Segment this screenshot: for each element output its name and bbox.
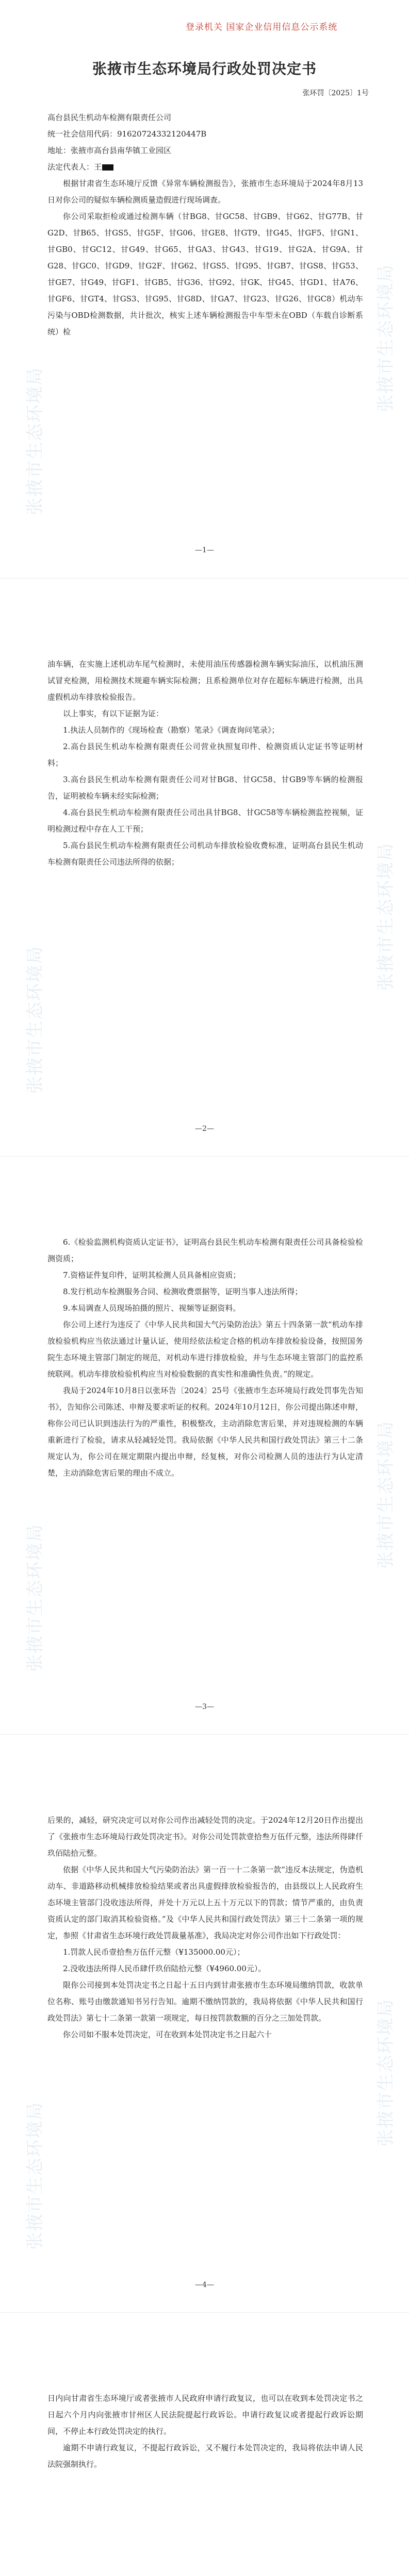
document-number: 张环罚〔2025〕1号 xyxy=(302,89,369,97)
page-number: —2— xyxy=(195,1125,214,1133)
paragraph: 逾期不申请行政复议，不提起行政诉讼，又不履行本处罚决定的，我局将依法申请人民法院强制执行。 xyxy=(47,2443,363,2469)
paragraph: 你公司如不服本处罚决定，可在收到本处罚决定书之日起六十 xyxy=(63,2030,272,2039)
paragraph: 依据《中华人民共和国大气污染防治法》第一百一十二条第一款“违反本法规定，伪造机动车、非道路移动机械排放检验结果或者出具虚假排放检验报告的，由县级以上人民政府生态环境主管部门没收违法所得，并处十万元以上五十万元以下的罚款；情节严重的，由负责资质认定的部门取消其检验资格。”及《中华人民共和国行政处罚法》第三十二条第一项的规定，参照《甘肃省生态环境行政处罚裁量基准》，我局决定对你公司作出如下行政处罚： xyxy=(47,1865,363,1940)
body-page-4 xyxy=(47,1812,363,2043)
penalty-item: 1.罚款人民币壹拾叁万伍仟元整（¥135000.00元）； xyxy=(63,1947,245,1957)
body-page-3 xyxy=(47,1234,363,1481)
page-number: —3— xyxy=(195,1703,214,1711)
credit-code: 统一社会信用代码：91620724332120447B xyxy=(47,129,207,139)
redaction-mark xyxy=(102,164,113,171)
evidence-item: 6.《检验监测机构资质认定证书》，证明高台县民生机动车检测有限责任公司具备检验检测资质； xyxy=(47,1238,363,1263)
party-address: 地址：张掖市高台县南华镇工业园区 xyxy=(47,146,172,155)
page-5 xyxy=(0,2312,409,2576)
page-number: —1— xyxy=(195,546,214,554)
page-3 xyxy=(0,1156,409,1735)
watermark: 张掖市生态环境局 xyxy=(375,842,396,991)
body-page-5 xyxy=(47,2390,363,2472)
paragraph: 限你公司接到本处罚决定书之日起十五日内到甘肃张掖市生态环境局缴纳罚款，收款单位名称、账号由缴款通知书另行告知。逾期不缴纳罚款的，我局将依据《中华人民共和国行政处罚法》第七十二条第一款第一项规定，每日按罚款数额的百分之三加处罚款。 xyxy=(47,1980,363,2023)
watermark: 张掖市生态环境局 xyxy=(375,1998,396,2147)
watermark: 张掖市生态环境局 xyxy=(25,367,45,515)
party-name: 高台县民生机动车检测有限责任公司 xyxy=(47,113,172,122)
evidence-item: 7.资格证件复印件，证明其检测人员具备相应资质； xyxy=(63,1270,241,1280)
evidence-item: 2.高台县民生机动车检测有限责任公司营业执照复印件、检测资质认定证书等证明材料； xyxy=(47,742,363,768)
watermark: 张掖市生态环境局 xyxy=(25,1523,45,1672)
paragraph: 根据甘肃省生态环境厅反馈《异常车辆检测报告》，张掖市生态环境局于2024年8月13日对你公司的疑似车辆检测质量造假进行现场调查。 xyxy=(47,179,363,205)
body-page-2 xyxy=(47,656,363,870)
page-2 xyxy=(0,578,409,1157)
evidence-item: 3.高台县民生机动车检测有限责任公司对甘BG8、甘GC58、甘GB9等车辆的检测报告，证明被检车辆未经实际检测； xyxy=(47,775,363,801)
legal-representative: 法定代表人：王 xyxy=(47,159,363,175)
evidence-item: 8.发行机动车检测服务合同、检测收费票据等，证明当事人违法所得； xyxy=(63,1287,303,1296)
paragraph: 日内向甘肃省生态环境厅或者张掖市人民政府申请行政复议，也可以在收到本处罚决定书之日起六个月内向张掖市甘州区人民法院提起行政诉讼。申请行政复议或者提起行政诉讼期间，不停止本行政处罚决定的执行。 xyxy=(47,2394,363,2436)
page-4 xyxy=(0,1734,409,2313)
penalty-item: 2.没收违法所得人民币肆仟玖佰陆拾元整（¥4960.00元）。 xyxy=(63,1964,266,1973)
evidence-item: 5.高台县民生机动车检测有限责任公司机动车排放检验收费标准，证明高台县民生机动车检测有限责任公司违法所得的依据； xyxy=(47,841,363,867)
registration-stamp: 登录机关 国家企业信用信息公示系统 xyxy=(186,22,338,32)
paragraph: 你公司采取拒检或通过检测车辆（甘BG8、甘GC58、甘GB9、甘G62、甘G77B、甘G2D、甘B65、甘GS5、甘G5F、甘G06、甘GE8、甘GT9、甘G45、甘GF5、甘GN1、甘GB0、甘GC12、甘G49、甘G65、甘GA3、甘G43、甘G19、甘G2A、甘G9A、甘G28、甘GC0、甘GD9、甘G2F、甘G62、甘GS5、甘G95、甘GB7、甘GS8、甘G53、甘GE7、甘G49、甘GF1、甘GB5、甘G36、甘G92、甘GK、甘G45、甘GD1、甘A76、甘GF6、甘GT4、甘GS3、甘G95、甘G8D、甘GA7、甘G23、甘G26、甘GC8）机动车污染与OBD检测数据，共计批次，核实上述车辆检测报告中车型未在OBD（车载自诊断系统）检 xyxy=(47,212,363,336)
evidence-item: 9.本局调查人员现场拍摄的照片、视频等证据资料。 xyxy=(63,1303,241,1313)
page-1 xyxy=(0,0,409,578)
watermark: 张掖市生态环境局 xyxy=(375,264,396,412)
paragraph: 油车辆，在实施上述机动车尾气检测时，未使用油压传感器检测车辆实际油压，以机油压测试冒充检测，用检测技术规避车辆实际检测；且系检测单位对存在超标车辆进行检测，出具虚假机动车排放检验报告。 xyxy=(47,659,363,702)
watermark: 张掖市生态环境局 xyxy=(375,1420,396,1569)
body-page-1 xyxy=(47,109,363,340)
document-title: 张掖市生态环境局行政处罚决定书 xyxy=(92,60,317,77)
page-number: —4— xyxy=(195,2281,214,2289)
evidence-item: 1.执法人员制作的《现场检查（勘察）笔录》《调查询问笔录》； xyxy=(63,725,280,735)
paragraph: 以上事实，有以下证据为证： xyxy=(63,709,164,718)
watermark: 张掖市生态环境局 xyxy=(25,2102,45,2250)
paragraph: 你公司上述行为违反了《中华人民共和国大气污染防治法》第五十四条第一款“机动车排放检验机构应当依法通过计量认证，使用经依法检定合格的机动车排放检验设备，按照国务院生态环境主管部门制定的规范，对机动车进行排放检验，并与生态环境主管部门的监控系统联网。机动车排放检验机构应当对检验数据的真实性和准确性负责。”的规定。 xyxy=(47,1320,363,1379)
watermark: 张掖市生态环境局 xyxy=(25,945,45,1094)
evidence-item: 4.高台县民生机动车检测有限责任公司出具甘BG8、甘GC58等车辆检测监控视频，证明检测过程中存在人工干预； xyxy=(47,808,363,834)
paragraph: 后果的，减轻，研究决定可以对你公司作出减轻处罚的决定。于2024年12月20日作出提出了《张掖市生态环境局行政处罚决定书》。对你公司处罚款壹拾叁万伍仟元整，违法所得肆仟玖佰陆拾元整。 xyxy=(47,1816,363,1858)
paragraph: 我局于2024年10月8日以张环告〔2024〕25号《张掖市生态环境局行政处罚事先告知书》，告知你公司陈述、申辩及要求听证的权利。2024年10月12日，你公司提出陈述申辩，称你公司已认识到违法行为的严重性，积极整改，主动消除危害后果，并对违规检测的车辆重新进行了检验，请求从轻减轻处罚。我局依据《中华人民共和国行政处罚法》第三十二条规定认为，你公司在规定期限内提出申辩，经复核，对你公司检测人员的违法行为认定清楚，主动消除危害后果的理由不成立。 xyxy=(47,1386,363,1478)
